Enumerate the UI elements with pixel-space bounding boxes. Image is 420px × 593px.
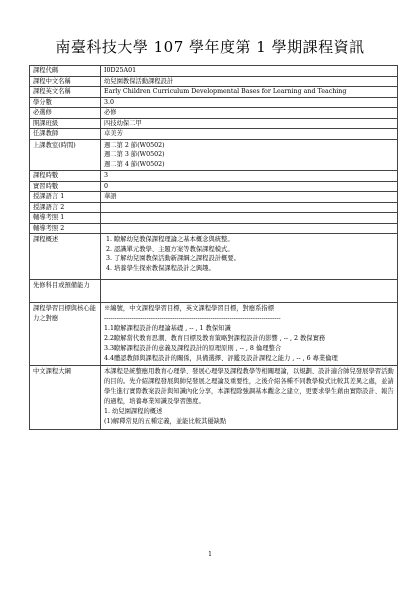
table-row [30, 202, 398, 213]
label-aux-ref1: 輔導考照 1 [30, 213, 101, 224]
value-language2 [101, 202, 398, 213]
value-credits: 3.0 [101, 97, 398, 108]
label-hours: 課程時數 [30, 171, 101, 182]
outline-item: (1)解釋常見的五種定義，並能比較其優缺點 [104, 418, 227, 425]
table-row [30, 234, 398, 280]
label-practice-hours: 實習時數 [30, 181, 101, 192]
table-row [30, 76, 398, 87]
label-outline: 中文課程大綱 [30, 366, 101, 430]
value-aux-ref1 [101, 213, 398, 224]
value-overview [101, 234, 398, 280]
value-class: 四技幼保二甲 [101, 118, 398, 129]
value-course-code: I0D25A01 [101, 66, 398, 77]
table-row [30, 213, 398, 224]
value-course-name-en: Early Children Curriculum Developmental Bases for Learning and Teaching [101, 87, 398, 98]
label-class: 開課班級 [30, 118, 101, 129]
table-row [30, 366, 398, 430]
value-aux-ref2 [101, 223, 398, 234]
table-row [30, 303, 398, 366]
value-classroom [101, 139, 398, 171]
table-row [30, 280, 398, 303]
objective-item: 3.3瞭解課程設計的意義及課程設計的原理原則 , -- , 8 倫理整合 [104, 345, 282, 352]
objectives-header: ※編號，中文課程學習目標，英文課程學習目標，對應系指標 [104, 305, 275, 312]
classroom-slot: 週二第 3 節(W0502) [104, 151, 165, 158]
label-course-code: 課程代碼 [30, 66, 101, 77]
table-row [30, 181, 398, 192]
overview-item: 3. 了解幼兒園教保活動新課綱之課程設計概要。 [106, 255, 240, 262]
table-row [30, 192, 398, 203]
table-row [30, 139, 398, 171]
classroom-slot: 週二第 4 節(W0502) [104, 160, 165, 168]
table-row [30, 97, 398, 108]
outline-paragraph: 本課程是統整應用教育心理學、發展心理學及課程教學等相關理論，以規劃、設計適合帥兒發展學習活動的目的。先介紹課程發展與帥兒發展之理論及重要性，之後介紹各種不同教學模式比較其差異之處，並請學生進行實際教案設計與知識內化分享，本課程除強調基本觀念之建立，更要求學生藉由實際設計、報告的過程，培養專業知識及學習態度。 [104, 368, 394, 405]
course-info-table [29, 65, 398, 430]
value-practice-hours: 0 [101, 181, 398, 192]
table-row [30, 66, 398, 77]
objectives-separator: ----------------------------------------------------------------------------------- [104, 315, 281, 322]
label-course-name-en: 課程英文名稱 [30, 87, 101, 98]
label-required: 必選修 [30, 108, 101, 119]
label-credits: 學分數 [30, 97, 101, 108]
table-row [30, 118, 398, 129]
objective-item: 4.4體認教師與課程設計的關係，具備選擇、評鑑及設計課程之能力 , -- , 6 專業倫理 [104, 355, 338, 362]
value-prereq [101, 280, 398, 303]
label-aux-ref2: 輔導考照 2 [30, 223, 101, 234]
overview-item: 4. 培養學生探索教保課程設計之興趣。 [106, 264, 215, 272]
classroom-slot: 週二第 2 節(W0502) [104, 141, 165, 149]
overview-item: 2. 認識單元教學、主題方案等教保課程模式。 [106, 245, 234, 253]
value-language1: 華語 [101, 192, 398, 203]
overview-item: 1. 瞭解幼兒教保課程理論之基本概念與統整。 [106, 236, 234, 243]
table-row [30, 171, 398, 182]
outline-item: 1. 幼兒園課程的概述 [104, 408, 163, 415]
value-outline [101, 366, 398, 430]
label-language2: 授課語言 2 [30, 202, 101, 213]
label-course-name-cn: 課程中文名稱 [30, 76, 101, 87]
value-objectives [101, 303, 398, 366]
value-hours: 3 [101, 171, 398, 182]
table-row [30, 129, 398, 140]
label-overview: 課程概述 [30, 234, 101, 280]
table-row [30, 87, 398, 98]
table-row [30, 108, 398, 119]
table-row [30, 223, 398, 234]
label-language1: 授課語言 1 [30, 192, 101, 203]
value-teacher: 卓美芳 [101, 129, 398, 140]
objective-item: 1.1瞭解課程設計的理論基礎 , -- , 1 教保知識 [104, 325, 231, 332]
page-title: 南臺科技大學 107 學年度第 1 學期課程資訊 [55, 38, 365, 56]
objective-item: 2.2瞭解當代教育思潮、教育目標及教育策略對課程設計的影響 , -- , 2 教保實務 [104, 335, 326, 342]
label-objectives: 課程學習目標與核心能力之對應 [30, 303, 101, 366]
value-course-name-cn: 幼兒園教保活動課程設計 [101, 76, 398, 87]
page-number: 1 [208, 551, 212, 558]
label-teacher: 任課教師 [30, 129, 101, 140]
value-required: 必修 [101, 108, 398, 119]
label-prereq: 先修科目或預備能力 [30, 280, 101, 303]
label-classroom: 上課教室(時間) [30, 139, 101, 171]
